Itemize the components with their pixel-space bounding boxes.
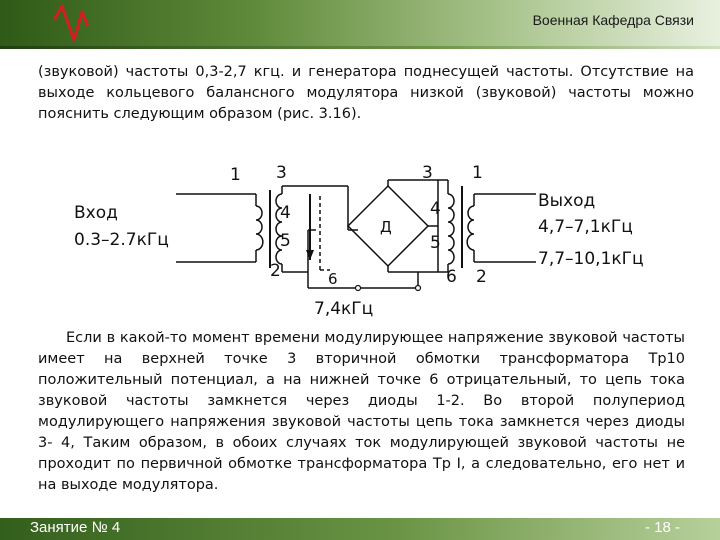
left-node-2: 2: [270, 261, 281, 281]
paragraph-bottom-text: Если в какой-то момент времени модулирующее напряжение звуковой частоты имеет на верхней точке 3 вторичной обмотки трансформатора Тр10 положительный потенциал, а на нижней точке 6 отрицательный, то цепь тока звуковой частоты замкнется через диоды 1-2. Во второй полупериод модулирующего напряжения звуковой частоты цепь тока замкнется через диоды 3- 4, Таким образом, в обоих случаях ток модулирующей звуковой частоты не проходит по первичной обмотке трансформатора Тр I, а следовательно, его нет и на выходе модулятора.: [38, 330, 685, 493]
right-node-6: 6: [446, 267, 457, 287]
output-label: Выход: [538, 191, 596, 211]
paragraph-bottom: [38, 328, 685, 518]
lightning-bolt-icon: [52, 0, 102, 46]
right-primary-coil: [448, 194, 454, 264]
header-divider: [0, 46, 720, 49]
right-node-1: 1: [472, 163, 483, 183]
left-primary-coil: [256, 206, 263, 250]
left-node-1: 1: [230, 165, 241, 185]
modulator-circuit-diagram: [58, 150, 678, 325]
right-node-2: 2: [476, 267, 487, 287]
right-node-3: 3: [422, 163, 433, 183]
carrier-freq-label: 7,4кГц: [314, 299, 374, 319]
right-secondary-coil: [467, 206, 474, 250]
paragraph-top: (звуковой) частоты 0,3-2,7 кгц. и генератора поднесущей частоты. Отсутствие на выходе кольцевого балансного модулятора низкой (звуковой) частоты можно пояснить следующим образом (рис. 3.16).: [38, 64, 694, 122]
diode-symbol: Д: [380, 218, 392, 236]
output-freq-2: 7,7–10,1кГц: [538, 249, 644, 269]
left-node-3: 3: [276, 163, 287, 183]
output-freq-1: 4,7–7,1кГц: [538, 217, 633, 237]
left-node-4: 4: [280, 203, 291, 223]
left-node-5: 5: [280, 231, 291, 251]
input-freq-label: 0.3–2.7кГц: [74, 230, 169, 250]
right-node-4: 4: [430, 199, 441, 219]
header-title: Военная Кафедра Связи: [532, 12, 694, 28]
right-node-5: 5: [430, 233, 441, 253]
lesson-label: Занятие № 4: [30, 519, 121, 536]
input-label: Вход: [74, 203, 118, 223]
left-node-6: 6: [328, 270, 338, 288]
page-number: - 18 -: [644, 519, 680, 536]
